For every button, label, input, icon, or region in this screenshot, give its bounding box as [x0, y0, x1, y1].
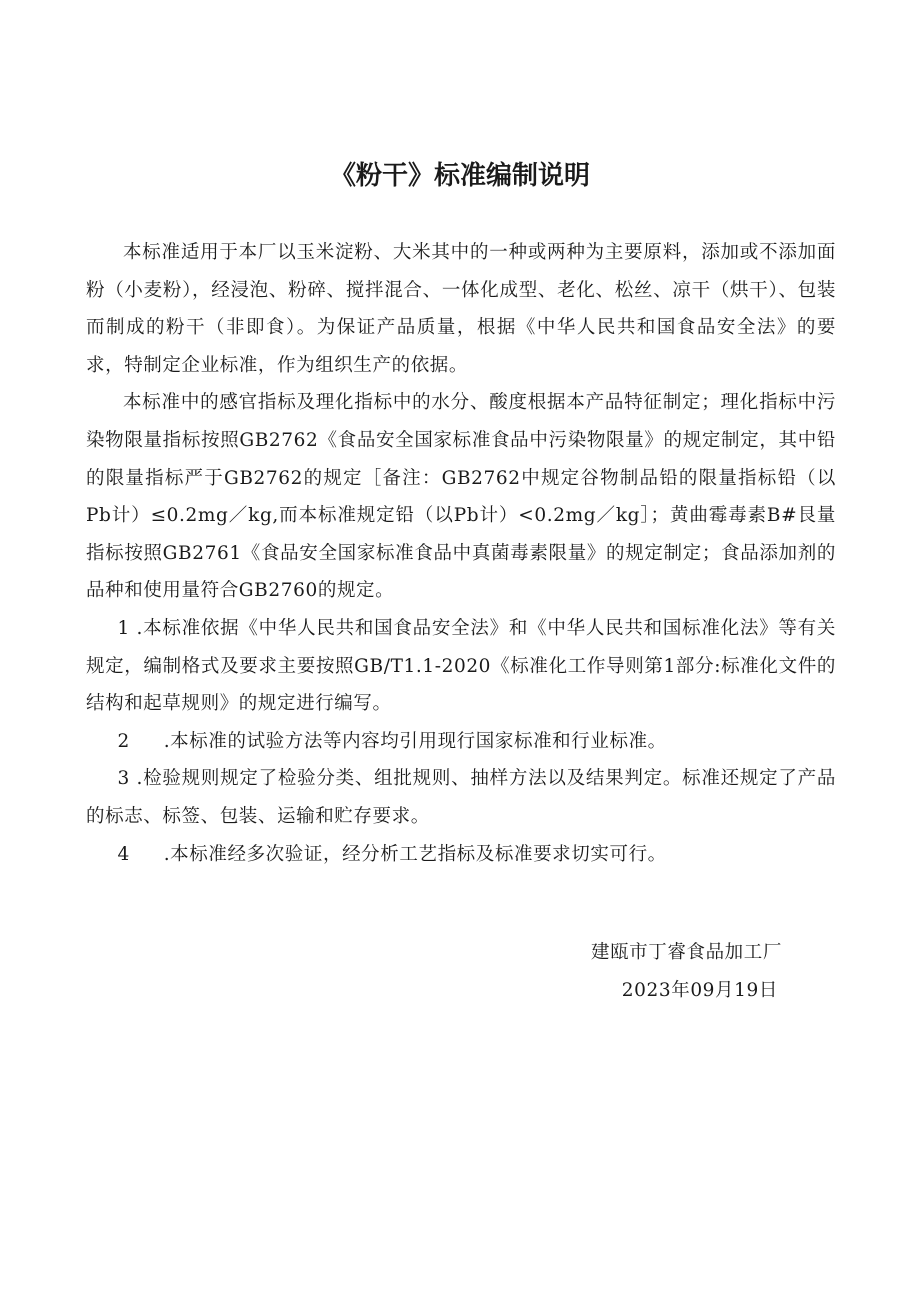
list-item-text: .检验规则规定了检验分类、组批规则、抽样方法以及结果判定。标准还规定了产品的标志、标签、包装、运输和贮存要求。 — [86, 768, 836, 827]
list-item-3 — [86, 760, 836, 835]
list-item-1 — [86, 610, 836, 723]
list-item-number: 3 — [117, 768, 130, 790]
signature-block — [591, 934, 782, 1009]
paragraph-scope: 本标准适用于本厂以玉米淀粉、大米其中的一种或两种为主要原料，添加或不添加面粉（小麦粉），经浸泡、粉碎、搅拌混合、一体化成型、老化、松丝、凉干（烘干）、包装而制成的粉干（非即食）。为保证产品质量，根据《中华人民共和国食品安全法》的要求，特制定企业标准，作为组织生产的依据。 — [86, 242, 836, 376]
list-item-4 — [86, 836, 836, 874]
signature-organization: 建瓯市丁睿食品加工厂 — [590, 942, 782, 963]
list-item-text: .本标准的试验方法等内容均引用现行国家标准和行业标准。 — [163, 730, 667, 752]
list-item-2 — [86, 723, 836, 761]
paragraph-indicators: 本标准中的感官指标及理化指标中的水分、酸度根据本产品特征制定；理化指标中污染物限量指标按照GB2762《食品安全国家标准食品中污染物限量》的规定制定，其中铅的限量指标严于GB2762的规定［备注：GB2762中规定谷物制品铅的限量指标铅（以Pb计）≤0.2mg／kg,而本标准规定铅（以Pb计）<0.2mg／kg］；黄曲霉毒素B#艮量指标按照GB2761《食品安全国家标准食品中真菌毒素限量》的规定制定；食品添加剂的品种和使用量符合GB2760的规定。 — [86, 392, 836, 602]
list-item-number: 1 — [117, 617, 130, 639]
list-item-text: .本标准经多次验证，经分析工艺指标及标准要求切实可行。 — [163, 843, 667, 865]
signature-date: 2023年09月19日 — [621, 979, 778, 1001]
list-item-number: 2 — [117, 730, 130, 752]
document-title: 《粉干》标准编制说明 — [329, 161, 590, 191]
list-item-text: .本标准依据《中华人民共和国食品安全法》和《中华人民共和国标准化法》等有关规定，编制格式及要求主要按照GB/T1.1-2020《标准化工作导则第1部分:标准化文件的结构和起草规则》的规定进行编写。 — [86, 617, 836, 715]
document-body — [86, 234, 836, 873]
list-item-number: 4 — [117, 843, 130, 865]
